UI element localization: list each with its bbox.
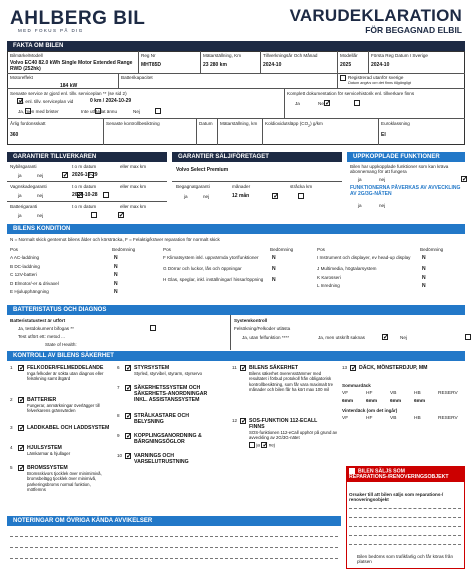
divider	[337, 51, 338, 73]
to-date-label: t o m datum	[72, 184, 97, 189]
safety-item	[10, 445, 110, 456]
divider	[200, 51, 201, 73]
documentation-label: Komplett dokumentation för servicehistorik enl. tillverkare finns	[287, 91, 415, 96]
safety-item-checkbox[interactable]	[18, 445, 24, 451]
condition-rating: N	[422, 274, 426, 281]
safety-item	[232, 418, 338, 448]
brand-tagline: MED FOKUS PÅ DIG	[18, 28, 84, 33]
tire-columns	[342, 391, 462, 397]
connected-yes-checkbox[interactable]	[461, 176, 467, 182]
repair-line	[349, 517, 461, 518]
condition-row	[10, 255, 155, 264]
safety-item-title: KOPPLINGSANORDNING & BÄRGNINGSÖGLOR	[134, 433, 202, 445]
condition-row	[10, 264, 155, 273]
safety-item-number: 7	[117, 385, 120, 390]
safety-item-number: 13	[342, 365, 348, 370]
new-car-yes-checkbox[interactable]	[62, 172, 68, 178]
condition-label: D Elmotor/-er & drivaxel	[10, 280, 59, 286]
safety-item-title: SOS-FUNKTION 112-ECALL FINNS	[249, 418, 318, 430]
yes-label: ja	[18, 213, 22, 218]
safety-item-title: HJULSYSTEM	[27, 445, 62, 451]
motor-label: Motoreffekt	[10, 75, 33, 80]
condition-row	[163, 277, 313, 288]
condition-row	[163, 266, 313, 277]
safety-item-title: BATTERIER	[27, 397, 57, 403]
summer-tire-values	[342, 399, 462, 405]
battery-diagnosis-header: BATTERISTATUS OCH DIAGNOS	[7, 305, 465, 315]
divider	[217, 118, 218, 145]
seller-warranty-header: GARANTIER SÄLJ/FÖRETAGET	[172, 152, 342, 162]
battery-status-label: Batteristatustest är utfört	[10, 318, 66, 323]
condition-row	[317, 255, 462, 266]
wagon-no-checkbox[interactable]	[103, 192, 109, 198]
condition-header: BILENS KONDITION	[7, 224, 465, 234]
used-warranty-label: Begagnatgaranti	[176, 184, 210, 189]
document-subtitle: FÖR BEGAGNAD ELBIL	[365, 25, 462, 35]
divider	[138, 51, 139, 73]
tire-depth-value: 6mm	[414, 399, 426, 404]
safety-item-description: Inga felkoder är sökta utan diagnos eller felsökning samt åtgärd	[27, 371, 104, 382]
no-label: nej	[268, 442, 275, 448]
manufacture-value: 2024-10	[263, 62, 282, 68]
divider	[103, 118, 104, 145]
pos-header: Pos	[10, 247, 18, 252]
safety-item-checkbox[interactable]	[240, 365, 246, 371]
to-date-label: t o m datum	[72, 164, 97, 169]
battery-capacity-label: Batterikapacitet	[121, 75, 153, 80]
condition-column-2	[163, 255, 313, 288]
no-label: nej	[37, 173, 44, 178]
ecall-yes-checkbox[interactable]	[249, 442, 255, 448]
battery-yes-checkbox[interactable]	[91, 212, 97, 218]
condition-label: H Glas, speglar, inkl. inställningar/ hissar/öppning	[163, 277, 264, 282]
condition-label: L Inredning	[317, 283, 340, 288]
safety-item	[117, 453, 217, 465]
safety-item-number: 12	[232, 418, 238, 423]
summer-tires-label: Sommardäck	[342, 383, 371, 388]
new-car-warranty-label: Nybilsgaranti	[10, 164, 37, 169]
safety-item	[10, 465, 110, 493]
tire-column-label: HB	[414, 391, 421, 396]
service-yes-label: Ja, enl. tillv. serviceplan vid	[18, 99, 74, 104]
tax-value: 360	[10, 132, 19, 138]
to-date-label: t o m datum	[72, 204, 97, 209]
battery-no-checkbox[interactable]	[118, 212, 124, 218]
months-value: 12 mån	[232, 193, 250, 199]
reg-label: Reg Nr	[141, 53, 156, 58]
condition-row	[317, 283, 462, 292]
manufacture-label: Tillverkningsår Och Månad	[263, 53, 318, 58]
condition-rating: N	[422, 266, 426, 272]
divider	[118, 73, 119, 88]
repair-line	[349, 508, 461, 509]
condition-label: B DC-laddning	[10, 263, 40, 269]
tire-column-label: RESERV	[438, 391, 458, 396]
safety-item-title: STYRSYSTEM	[134, 365, 170, 371]
condition-label: G Dörrar och luckor, lås och öppningar	[163, 266, 242, 271]
model-label: Bilmärke/Modell	[10, 53, 43, 58]
system-no-label: Nej	[400, 335, 407, 340]
euro-label: Euroklassning	[381, 121, 410, 126]
first-reg-label: Första Reg Datum I Sverige	[371, 53, 428, 58]
safety-item-number: 11	[232, 365, 237, 370]
condition-rating: N	[114, 272, 118, 278]
first-reg-value: 2024-10	[371, 62, 390, 68]
divider	[378, 118, 379, 145]
repair-reasons-label: Orsaker till att bilen säljs som reparations-/ renoveringsobjekt	[349, 492, 444, 503]
condition-column-3	[317, 255, 462, 292]
repair-line	[349, 544, 461, 545]
service-no-checkbox[interactable]	[155, 108, 161, 114]
divider	[262, 118, 263, 145]
safety-item-number: 9	[117, 433, 120, 438]
safety-item-description: Bromsskivors tjocklek över minimimivå, bromsbelägg tjocklek över minimivå, parkeringsbroms normal funktion, mötfemns	[27, 471, 102, 493]
service-value: 0 km / 2024-10-29	[90, 98, 132, 104]
repair-object-title: BILEN SÄLJS SOM REPARATIONS-/RENOVERINGSOBJEKT	[349, 468, 449, 481]
months-label: månader	[232, 184, 251, 189]
wagon-warranty-label: Vagnskadegaranti	[10, 184, 47, 189]
safety-item	[117, 365, 217, 376]
condition-rating: N	[272, 277, 276, 283]
safety-item-number: 1	[10, 365, 13, 370]
safety-item-number: 10	[117, 453, 123, 458]
repair-line	[349, 535, 461, 536]
wagon-date: 2027-10-28	[72, 192, 98, 198]
safety-item-title: FELKODER/FELMEDDELANDE	[27, 365, 104, 371]
condition-label: C 12V-batteri	[10, 272, 37, 277]
system-check-label: Systemkontroll	[234, 318, 268, 323]
notes-line[interactable]	[10, 536, 338, 537]
tire-column-label: VB	[390, 391, 397, 396]
documentation-yes-label: Ja	[295, 101, 300, 106]
condition-row	[317, 275, 462, 284]
no-label: nej	[37, 213, 44, 218]
safety-item-checkbox[interactable]	[18, 465, 24, 471]
tire-columns	[342, 416, 462, 422]
tire-column-label: VF	[342, 416, 349, 421]
condition-row	[163, 255, 313, 266]
condition-rating: N	[272, 266, 276, 272]
manufacturer-warranty-header: GARANTIER TILLVERKAREN	[7, 152, 167, 162]
service-no-label: Nej	[133, 109, 140, 114]
divider	[172, 181, 342, 182]
system-partial-label: Ja, men utskrift saknas	[318, 335, 365, 340]
documentation-no-checkbox[interactable]	[354, 100, 360, 106]
divider	[7, 201, 167, 202]
pos-header: Pos	[163, 247, 171, 252]
ecall-no-checkbox[interactable]	[261, 442, 267, 448]
safety-item-number: 5	[10, 465, 13, 470]
reg-value: MHT85D	[141, 62, 162, 68]
safety-item-title: LADDKABEL OCH LADDSYSTEM	[27, 425, 110, 431]
safety-item-checkbox[interactable]	[125, 413, 131, 419]
safety-item-title: VARNINGS OCH VARSELUTRUSTNING	[134, 453, 189, 465]
condition-label: J Multimedia, högtalarsystem	[317, 266, 377, 271]
safety-item-description: SOS-funktionen 112-eCall upphör på grund av avveckling av 2G/3G-nätet	[249, 430, 338, 441]
seller-warranty-name: Volvo Select Premium	[176, 167, 229, 173]
safety-item-checkbox[interactable]	[125, 433, 131, 439]
condition-label: K Karosseri	[317, 274, 341, 280]
model-year-label: Modellår	[340, 53, 358, 58]
divider	[7, 118, 465, 119]
winter-tires-label: Vinterdäck (om det ingår)	[342, 408, 398, 413]
condition-label: E Hjulupphängning	[10, 289, 49, 294]
divider	[7, 73, 465, 74]
battery-warranty-label: Batterigaranti	[10, 204, 38, 209]
battery-test-doc-checkbox[interactable]	[150, 325, 156, 331]
yes-label: ja	[18, 193, 22, 198]
odometer-label: Mätarställning, Km	[203, 53, 242, 58]
model-value: Volvo EC40 82.0 kWh Single Motor Extended Range RWD (252hk)	[10, 60, 133, 72]
divider	[284, 88, 285, 118]
connected-question: Bilen har uppkopplade funktioner som kan kräva abonnemang för att fungera	[350, 164, 449, 175]
safety-item-description: Bilens säkerhet överensstämmer med resultatet i förbud protokoll från obligatorisk kontrollbesiktning, som får vara maximalt tre månader och bilen får ha kört max 100 mil	[249, 371, 334, 393]
tire-depth-value: 6mm	[366, 399, 378, 404]
divider	[260, 51, 261, 73]
condition-legend: N = Normalt skick gentemot bilens ålder och körsträcka, F = Felaktig/kräver reparation för normalt skick	[10, 237, 220, 242]
condition-row	[317, 266, 462, 275]
network-shutdown-question: FUNKTIONERNA PÅVERKAS AV AVVECKLING AV 2G/3G-NÄTEN	[350, 185, 461, 197]
tax-label: Årlig fordonsskatt	[10, 121, 46, 126]
condition-label: I Instrument och displayer, ev head-up display	[317, 255, 411, 260]
tire-column-label: HB	[414, 416, 421, 421]
registered-abroad-sub: Datum angivs om det finns tillgängligt	[348, 81, 411, 85]
condition-rating: N	[114, 289, 118, 295]
odometer-value: 23 280 km	[203, 62, 227, 68]
condition-row	[10, 281, 155, 290]
condition-rating: N	[422, 283, 426, 289]
rating-header: Bedömning	[270, 247, 294, 252]
max-km-label: stråcka km	[290, 184, 313, 189]
used-yes-checkbox[interactable]	[272, 193, 278, 199]
condition-rating: N	[114, 280, 118, 287]
safety-item	[117, 385, 217, 403]
document-title: VARUDEKLARATION	[289, 6, 462, 25]
repair-line	[349, 526, 461, 527]
tire-column-label: VF	[342, 391, 349, 396]
tire-column-label: VB	[390, 416, 397, 421]
tire-column-label: HF	[366, 416, 373, 421]
safety-item-title: BILENS SÄKERHET	[249, 365, 298, 371]
safety-item-description: Fungerar, anmärkningar överlägger till felverkarens gränsvärden	[27, 403, 100, 414]
condition-rating: N	[422, 255, 426, 261]
brand-logo: AHLBERG BIL	[10, 8, 146, 29]
unfit-label: Bilen bedöms som trafikfarlig och får köras från platsen	[357, 554, 453, 565]
safety-item-number: 8	[117, 413, 120, 418]
tire-column-label: RESERV	[438, 416, 458, 421]
battery-test-doc-label: Ja, testdokument bifogas **	[18, 326, 74, 331]
safety-item	[10, 365, 110, 382]
repair-object-header	[346, 466, 465, 482]
motor-value: 184 kW	[60, 83, 78, 89]
safety-item-title: STRÅLKASTARE OCH BELYSNING	[134, 413, 189, 425]
model-year-value: 2025	[340, 62, 352, 68]
safety-item-number: 2	[10, 397, 13, 402]
battery-test-method-label: Test utfört ett: metod ...	[18, 334, 65, 339]
registered-abroad-label: Registrerad utanför sverige	[348, 75, 404, 80]
system-partial-checkbox[interactable]	[465, 334, 471, 340]
documentation-no-label: Nej	[318, 101, 325, 106]
tire-depth-value: 6mm	[390, 399, 402, 404]
facts-section-header: FAKTA OM BILEN	[7, 41, 465, 51]
safety-item	[117, 433, 217, 445]
tire-depth-value: 6mm	[342, 399, 354, 404]
safety-item-number: 6	[117, 365, 120, 370]
safety-item-title: SÄKERHETSSYSTEM OCH SÄKERHETS-ANORDNINGAR INKL. ASSISTANSSYSTEM	[134, 385, 208, 403]
connected-functions-header: UPPKOPPLADE FUNKTIONER	[347, 152, 465, 162]
safety-item-number: 3	[10, 425, 13, 430]
divider	[7, 88, 465, 89]
system-ok-label: Ja, utan felfunktion ****	[242, 335, 289, 340]
safety-item-title: BROMSSYSTEM	[27, 465, 68, 471]
divider	[7, 181, 167, 182]
registered-abroad-checkbox[interactable]	[340, 75, 346, 81]
service-label: Senaste service är gjord enl. tillv. serviceplan ** (se sid 2)	[10, 91, 127, 96]
safety-item	[342, 365, 462, 371]
tire-column-label: HF	[366, 391, 373, 396]
safety-item	[10, 425, 110, 431]
notes-line[interactable]	[10, 558, 338, 559]
new-car-date: 2026-10-29	[72, 172, 98, 178]
max-km-label: eller max km	[120, 184, 147, 189]
notes-header: NOTERINGAR OM ÖVRIGA KÄNDA AVVIKELSER	[7, 516, 341, 526]
max-km-label: eller max km	[120, 164, 147, 169]
safety-item	[117, 413, 217, 425]
system-check-sub: Felsökning/Felkoder utlästa	[234, 326, 291, 331]
state-of-health-label: State of Health:	[45, 342, 77, 347]
no-label: nej	[379, 177, 386, 182]
safety-header: KONTROLL AV BILENS SÄKERHET	[7, 351, 465, 361]
system-ok-checkbox[interactable]	[382, 334, 388, 340]
safety-item-description: Lämkarmar & hjullager	[27, 451, 71, 456]
divider	[368, 51, 369, 73]
no-label: nej	[203, 194, 210, 199]
rating-header: Bedömning	[420, 247, 444, 252]
condition-rating: N	[272, 255, 276, 261]
repair-object-checkbox[interactable]	[349, 468, 355, 474]
safety-item-checkbox[interactable]	[18, 365, 24, 371]
ecall-yes-no	[249, 442, 332, 448]
safety-item-checkbox[interactable]	[125, 385, 131, 391]
condition-label: F Klimatsystem inkl. uppvärmda ytor/funktioner	[163, 255, 259, 260]
safety-item-number: 4	[10, 445, 13, 450]
condition-row	[10, 272, 155, 281]
yes-label: ja	[358, 177, 362, 182]
service-partial-label: Ja, men med brister	[18, 109, 59, 114]
used-no-checkbox[interactable]	[298, 193, 304, 199]
safety-item	[232, 365, 332, 393]
yes-label: ja	[18, 173, 22, 178]
euro-value: EI	[381, 132, 386, 138]
service-none-label: Inte utfärdat ännu	[81, 109, 118, 114]
safety-item-title: DÄCK, MÖNSTERDJUP, MM	[359, 365, 428, 371]
condition-column-1	[10, 255, 155, 298]
safety-item-checkbox[interactable]	[18, 397, 24, 403]
notes-line[interactable]	[10, 547, 338, 548]
condition-row	[10, 289, 155, 298]
no-label: nej	[379, 203, 386, 208]
divider	[196, 118, 197, 145]
condition-rating: N	[114, 255, 118, 261]
safety-item-checkbox[interactable]	[350, 365, 356, 371]
pos-header: Pos	[317, 247, 325, 252]
condition-rating: N	[114, 263, 118, 270]
inspection-date-label: Datum	[199, 121, 213, 126]
yes-label: ja	[184, 194, 188, 199]
yes-label: ja	[256, 442, 260, 448]
divider	[230, 315, 231, 350]
divider	[337, 73, 338, 88]
co2-label: Koldioxidutsläpp $(CO_2)$ g/km	[265, 121, 323, 128]
safety-item-checkbox[interactable]	[18, 425, 24, 431]
safety-item	[10, 397, 110, 414]
last-inspection-label: Senaste kontrollbesiktning	[106, 121, 160, 126]
condition-label: A AC-laddning	[10, 255, 40, 260]
safety-item-description: Styrled, styrvibel, styrarm, styrservo	[134, 371, 203, 376]
no-label: nej	[37, 193, 44, 198]
safety-item-checkbox[interactable]	[125, 365, 131, 371]
yes-label: ja	[358, 203, 362, 208]
safety-item-checkbox[interactable]	[125, 453, 131, 459]
max-km-label: eller max km	[120, 204, 147, 209]
rating-header: Bedömning	[112, 247, 136, 252]
safety-item-checkbox[interactable]	[240, 418, 246, 424]
inspection-km-label: Mätarställning, km	[220, 121, 258, 126]
